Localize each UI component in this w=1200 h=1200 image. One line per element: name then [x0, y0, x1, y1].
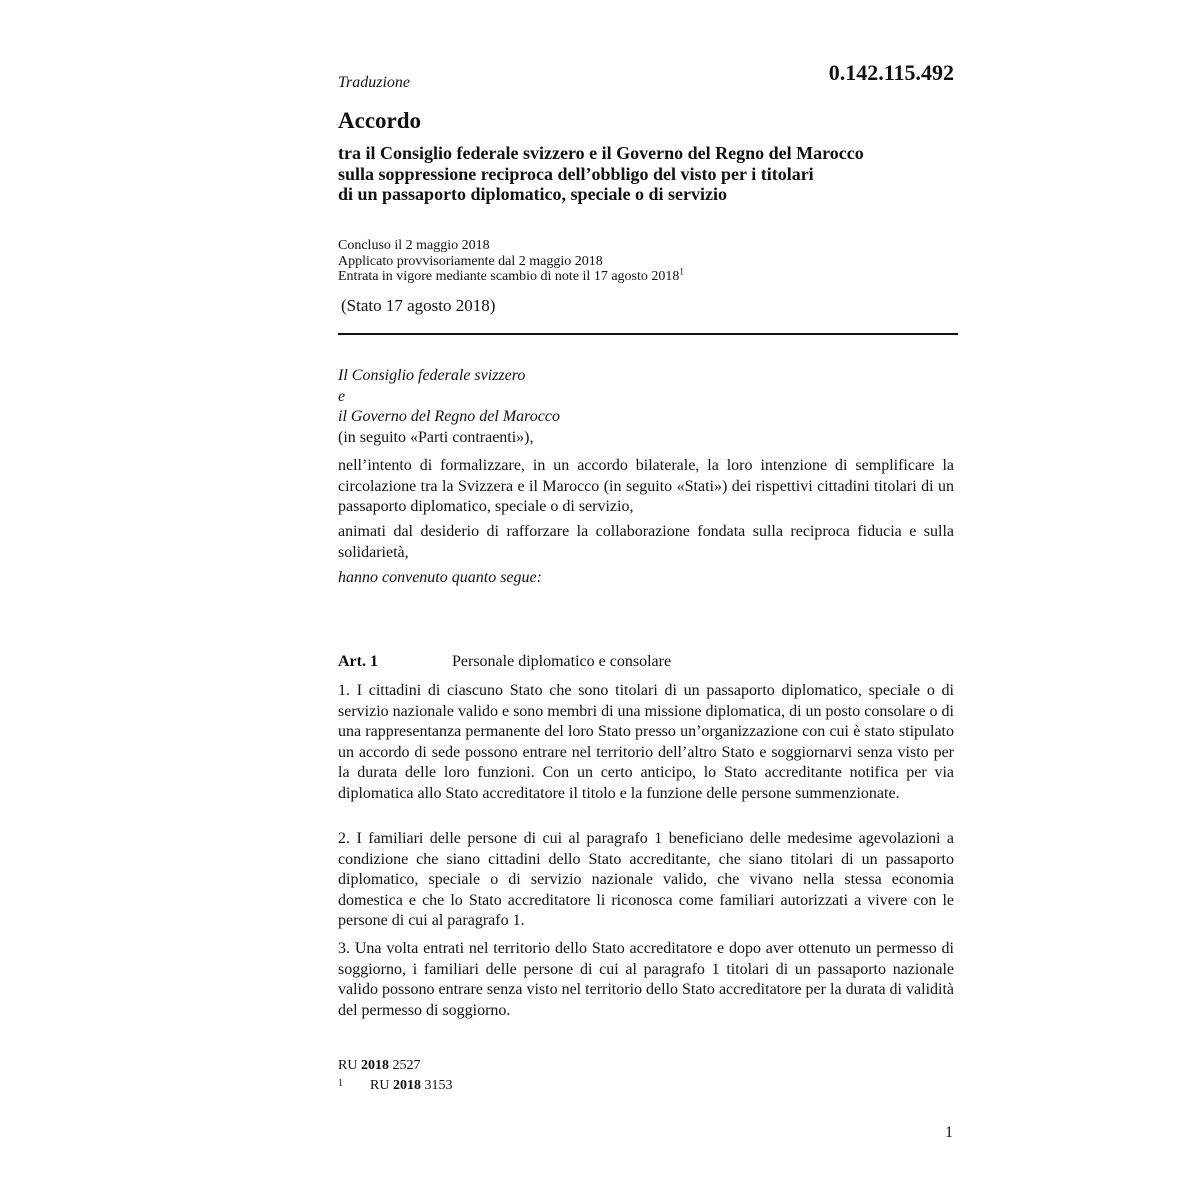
- party-swiss: Il Consiglio federale svizzero: [338, 367, 526, 384]
- preamble-desire: animati dal desiderio di rafforzare la collaborazione fondata sulla reciproca fiducia e sulla solidarietà,: [338, 523, 954, 561]
- subtitle-line: sulla soppressione reciproca dell’obbligo del visto per i titolari: [338, 163, 814, 184]
- footnote-prefix: RU: [370, 1078, 390, 1093]
- document-title: Accordo: [338, 108, 422, 133]
- dates-block: [338, 238, 684, 285]
- status-date: (Stato 17 agosto 2018): [341, 296, 496, 315]
- in-force-text: Entrata in vigore mediante scambio di note il 17 agosto 2018: [338, 269, 680, 284]
- article-number: Art. 1: [338, 653, 378, 670]
- ru-year: 2018: [360, 1058, 389, 1073]
- footnote-1: [338, 1078, 452, 1094]
- ru-page: 2527: [392, 1058, 421, 1073]
- header-divider: [338, 333, 958, 335]
- in-force-date: [338, 266, 684, 285]
- footnote-year: 2018: [392, 1078, 421, 1093]
- ru-prefix: RU: [338, 1058, 358, 1073]
- sr-number: 0.142.115.492: [828, 60, 954, 85]
- provisional-date: Applicato provvisoriamente dal 2 maggio 2018: [338, 253, 603, 269]
- article-1-paragraph-2: 2. I familiari delle persone di cui al paragrafo 1 beneficiano delle medesime agevolazioni a condizione che siano cittadini dello Stato accreditante, che siano titolari di un passaporto diplomatico, speciale o di servizio nazionale valido, che vivano nella stessa economia domestica e che lo Stato accreditatore li riconosca come familiari autorizzati a vivere con le persone di cui al paragrafo 1.: [338, 830, 954, 929]
- party-morocco: il Governo del Regno del Marocco: [338, 408, 561, 425]
- page-number: 1: [945, 1124, 953, 1141]
- article-title: Personale diplomatico e consolare: [452, 653, 672, 670]
- translation-label: Traduzione: [338, 74, 411, 91]
- preamble-intent: nell’intento di formalizzare, in un accordo bilaterale, la loro intenzione di semplificare la circolazione tra la Svizzera e il Marocco (in seguito «Stati») dei rispettivi cittadini titolari di un passaporto diplomatico, speciale o di servizio,: [338, 457, 954, 515]
- preamble-parties: [338, 366, 560, 448]
- subtitle-line: di un passaporto diplomatico, speciale o di servizio: [338, 184, 728, 204]
- article-1-heading: [338, 653, 671, 671]
- footnote-page: 3153: [424, 1078, 453, 1093]
- preamble-agreed: hanno convenuto quanto segue:: [338, 569, 542, 586]
- footnote-ref-1[interactable]: 1: [679, 266, 684, 277]
- article-1-paragraph-3: 3. Una volta entrati nel territorio dello Stato accreditatore e dopo aver ottenuto un permesso di soggiorno, i familiari delle persone di cui al paragrafo 1 titolari di un passaporto nazionale valido possono entrare senza visto nel territorio dello Stato accreditatore per la durata di validità del permesso di soggiorno.: [338, 940, 954, 1019]
- footnote-mark: 1: [338, 1078, 343, 1089]
- ru-reference: [338, 1058, 420, 1074]
- document-subtitle: [338, 143, 978, 205]
- subtitle-line: tra il Consiglio federale svizzero e il Governo del Regno del Marocco: [338, 143, 864, 163]
- concluded-date: Concluso il 2 maggio 2018: [338, 238, 490, 253]
- article-1-paragraph-1: 1. I cittadini di ciascuno Stato che sono titolari di un passaporto diplomatico, speciale o di servizio nazionale valido e sono membri di una missione diplomatica, di un posto consolare o di una rappresentanza permanente del loro Stato presso un’organizzazione con cui è stato stipulato un accordo di sede possono entrare nel territorio dell’altro Stato e soggiornarvi senza visto per la durata delle loro funzioni. Con un certo anticipo, lo Stato accreditante notifica per via diplomatica allo Stato accreditatore il titolo e la funzione delle persone summenzionate.: [338, 682, 954, 802]
- party-conjunction: e: [338, 387, 346, 405]
- parties-alias: (in seguito «Parti contraenti»),: [338, 428, 534, 446]
